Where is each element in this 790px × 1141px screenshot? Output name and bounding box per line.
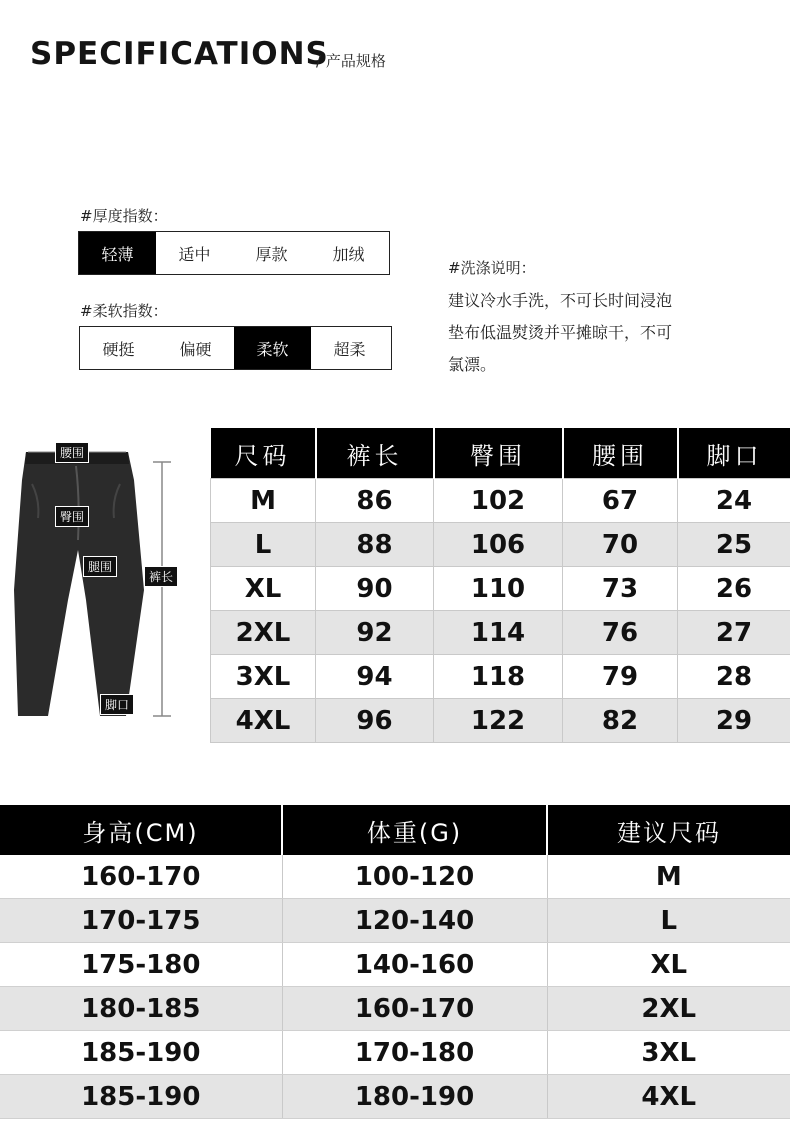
table-cell: 86 xyxy=(316,479,434,523)
table-cell: 25 xyxy=(678,523,790,567)
table-cell: 3XL xyxy=(211,655,316,699)
table-row xyxy=(211,523,790,567)
recommendation-table-header xyxy=(0,805,790,855)
table-cell: 96 xyxy=(316,699,434,743)
table-cell: 185-190 xyxy=(0,1075,282,1119)
table-cell: 82 xyxy=(563,699,678,743)
table-cell: 100-120 xyxy=(282,855,547,899)
size-recommendation-table xyxy=(0,805,790,1119)
column-header: 建议尺码 xyxy=(547,805,790,855)
table-cell: 170-175 xyxy=(0,899,282,943)
table-cell: 160-170 xyxy=(282,987,547,1031)
table-cell: 2XL xyxy=(211,611,316,655)
thickness-option-thin: 轻薄 xyxy=(79,232,156,274)
table-cell: 4XL xyxy=(211,699,316,743)
hip-tag: 臀围 xyxy=(55,506,89,527)
table-row xyxy=(211,479,790,523)
table-cell: 120-140 xyxy=(282,899,547,943)
table-cell: 67 xyxy=(563,479,678,523)
table-cell: 122 xyxy=(434,699,563,743)
hem-tag: 脚口 xyxy=(100,694,134,715)
table-row xyxy=(0,943,790,987)
table-cell: 90 xyxy=(316,567,434,611)
softness-option-super-soft: 超柔 xyxy=(333,339,366,359)
column-header: 腰围 xyxy=(563,428,678,479)
column-header: 体重(G) xyxy=(282,805,547,855)
table-cell: L xyxy=(211,523,316,567)
washing-line: 建议冷水手洗，不可长时间浸泡 xyxy=(448,291,673,310)
table-cell: 110 xyxy=(434,567,563,611)
table-cell: 180-190 xyxy=(282,1075,547,1119)
table-row xyxy=(0,855,790,899)
table-cell: 118 xyxy=(434,655,563,699)
table-cell: 175-180 xyxy=(0,943,282,987)
table-row xyxy=(0,1075,790,1119)
table-row xyxy=(211,611,790,655)
column-header: 臀围 xyxy=(434,428,563,479)
table-cell: 88 xyxy=(316,523,434,567)
washing-title: #洗涤说明： xyxy=(448,259,536,277)
table-row xyxy=(211,655,790,699)
table-cell: 26 xyxy=(678,567,790,611)
thigh-tag: 腿围 xyxy=(83,556,117,577)
pants-illustration xyxy=(8,440,198,730)
table-cell: 114 xyxy=(434,611,563,655)
thickness-option-thick: 厚款 xyxy=(255,244,288,264)
softness-label: #柔软指数： xyxy=(80,302,168,320)
softness-option-stiff: 硬挺 xyxy=(102,339,135,359)
table-cell: 170-180 xyxy=(282,1031,547,1075)
table-cell: 24 xyxy=(678,479,790,523)
table-cell: 29 xyxy=(678,699,790,743)
table-cell: 140-160 xyxy=(282,943,547,987)
table-cell: 160-170 xyxy=(0,855,282,899)
table-row xyxy=(0,987,790,1031)
table-row xyxy=(0,1031,790,1075)
size-table xyxy=(210,428,790,743)
column-header: 裤长 xyxy=(316,428,434,479)
thickness-label: #厚度指数： xyxy=(80,207,168,225)
table-cell: 2XL xyxy=(547,987,790,1031)
table-cell: 185-190 xyxy=(0,1031,282,1075)
thickness-options xyxy=(78,231,390,275)
thickness-option-fleece: 加绒 xyxy=(332,244,365,264)
table-cell: 106 xyxy=(434,523,563,567)
washing-line: 垫布低温熨烫并平摊晾干，不可 xyxy=(448,323,673,342)
table-cell: 4XL xyxy=(547,1075,790,1119)
table-cell: 79 xyxy=(563,655,678,699)
column-header: 尺码 xyxy=(211,428,316,479)
size-table-header xyxy=(211,428,790,479)
thickness-option-medium: 适中 xyxy=(178,244,211,264)
softness-option-slightly-stiff: 偏硬 xyxy=(179,339,212,359)
table-row xyxy=(0,899,790,943)
table-cell: 70 xyxy=(563,523,678,567)
table-cell: 28 xyxy=(678,655,790,699)
column-header: 脚口 xyxy=(678,428,790,479)
column-header: 身高(CM) xyxy=(0,805,282,855)
table-cell: M xyxy=(211,479,316,523)
softness-options xyxy=(79,326,392,370)
waist-tag: 腰围 xyxy=(55,442,89,463)
table-cell: L xyxy=(547,899,790,943)
washing-line: 氯漂。 xyxy=(448,355,497,374)
table-cell: 73 xyxy=(563,567,678,611)
table-cell: XL xyxy=(547,943,790,987)
table-cell: 27 xyxy=(678,611,790,655)
table-row xyxy=(211,699,790,743)
page-title: SPECIFICATIONS xyxy=(30,36,329,72)
table-cell: M xyxy=(547,855,790,899)
table-cell: 92 xyxy=(316,611,434,655)
table-cell: 3XL xyxy=(547,1031,790,1075)
softness-option-soft: 柔软 xyxy=(234,327,311,369)
table-cell: 94 xyxy=(316,655,434,699)
table-cell: 76 xyxy=(563,611,678,655)
table-cell: 102 xyxy=(434,479,563,523)
length-tag: 裤长 xyxy=(144,566,178,587)
table-cell: 180-185 xyxy=(0,987,282,1031)
page-subtitle: / 产品规格 xyxy=(316,52,386,70)
table-cell: XL xyxy=(211,567,316,611)
table-row xyxy=(211,567,790,611)
